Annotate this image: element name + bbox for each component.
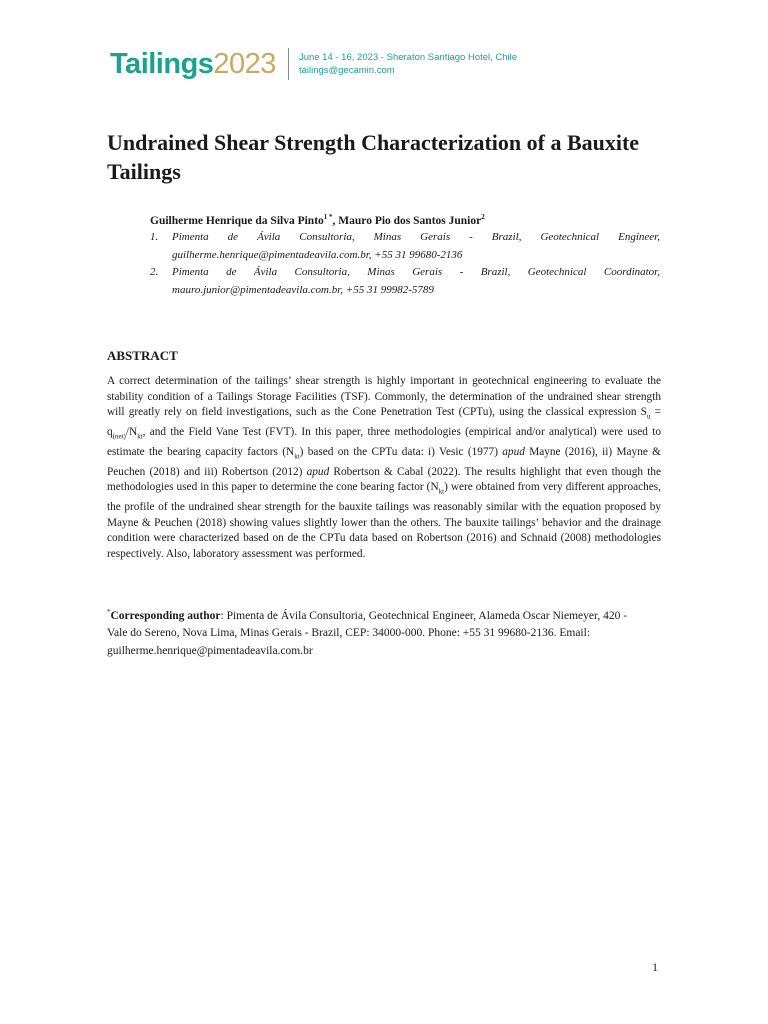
author-list bbox=[150, 209, 660, 229]
affiliation-number: 2. bbox=[150, 266, 159, 278]
abstract-italic: apud bbox=[306, 465, 330, 478]
abstract-heading: ABSTRACT bbox=[107, 348, 178, 363]
abstract-subscript: u bbox=[646, 412, 651, 421]
corresponding-star: * bbox=[107, 608, 111, 616]
abstract-segment: /N bbox=[125, 426, 138, 439]
logo-word: Tailings bbox=[110, 47, 214, 80]
abstract-segment: Mayne (2016), ii) Mayne & Peuchen (2018) and iii) Robertson (2012) bbox=[107, 445, 661, 478]
abstract-italic: apud bbox=[502, 445, 525, 458]
abstract-segment: Robertson & Cabal (2022). The results highlight that even though the methodologies used in this paper to determine the cone bearing factor (N bbox=[107, 465, 661, 494]
affiliation-item bbox=[150, 229, 660, 264]
conference-header bbox=[110, 44, 517, 84]
author-separator: , bbox=[332, 214, 339, 227]
abstract-text bbox=[107, 374, 661, 563]
corresponding-author-note bbox=[107, 604, 637, 660]
author-2-name: Mauro Pio dos Santos Junior bbox=[338, 214, 482, 227]
author-1-marker: 1 * bbox=[323, 213, 333, 221]
corresponding-text: : Pimenta de Ávila Consultoria, Geotechnical Engineer, Alameda Oscar Niemeyer, 420 - Vale do Sereno, Nova Lima, Minas Gerais - Brazil, CEP: 34000-000. Phone: +55 31 99680-2136. Email: guilherme.henrique@pimentadeavila.com.br bbox=[107, 609, 628, 657]
affiliation-item bbox=[150, 264, 660, 299]
header-divider bbox=[288, 48, 289, 80]
abstract-subscript: kt bbox=[438, 487, 445, 496]
corresponding-label: Corresponding author bbox=[110, 609, 221, 622]
page-number: 1 bbox=[652, 960, 658, 974]
event-dates-location: June 14 - 16, 2023 - Sheraton Santiago Hotel, Chile bbox=[298, 52, 518, 63]
logo-year: 2023 bbox=[213, 47, 276, 80]
affiliation-list bbox=[150, 229, 660, 299]
abstract-segment: = q bbox=[107, 406, 661, 439]
affiliation-text: Pimenta de Ávila Consultoria, Minas Gerais - Brazil, Geotechnical Coordinator, mauro.junior@pimentadeavila.com.br, +55 31 99982-5789 bbox=[172, 266, 660, 296]
abstract-subscript: kt bbox=[137, 432, 143, 441]
abstract-segment: ) were obtained from very different approaches, the profile of the undrained shear strength for the bauxite tailings was reasonably similar with the equation proposed by Mayne & Peuchen (2018) showing values slightly lower than the others. The bauxite tailings’ behavior and the drainage condition were characterized based on de the CPTu data based on Robertson (2016) and Schnaid (2008) methodologies respectively. Also, laboratory assessment was performed. bbox=[107, 481, 662, 560]
abstract-segment: ) based on the CPTu data: i) Vesic (1977) bbox=[299, 445, 503, 458]
event-info bbox=[299, 51, 517, 77]
affiliation-number: 1. bbox=[150, 231, 159, 243]
event-email: tailings@gecamin.com bbox=[298, 65, 395, 76]
abstract-segment: A correct determination of the tailings’ shear strength is highly important in geotechnical engineering to evaluate the stability condition of a Tailings Storage Facilities (TSF). Commonly, the determination of the undrained shear strength will greatly rely on field investigations, such as the Cone Penetration Test (CPTu), using the classical expression S bbox=[107, 375, 661, 419]
affiliation-text: Pimenta de Ávila Consultoria, Minas Gerais - Brazil, Geotechnical Engineer, guilherme.henrique@pimentadeavila.com.br, +55 31 99680-2136 bbox=[172, 231, 660, 261]
abstract-subscript: (net) bbox=[112, 432, 126, 441]
abstract-subscript: kt bbox=[294, 452, 300, 461]
author-1-name: Guilherme Henrique da Silva Pinto bbox=[150, 214, 324, 227]
abstract-segment: , and the Field Vane Test (FVT). In this paper, three methodologies (empirical and/or analytical) were used to estimate the bearing capacity factors (N bbox=[107, 426, 661, 458]
author-2-marker: 2 bbox=[481, 213, 485, 221]
paper-title: Undrained Shear Strength Characterization of a Bauxite Tailings bbox=[107, 130, 640, 184]
conference-logo bbox=[110, 47, 276, 80]
